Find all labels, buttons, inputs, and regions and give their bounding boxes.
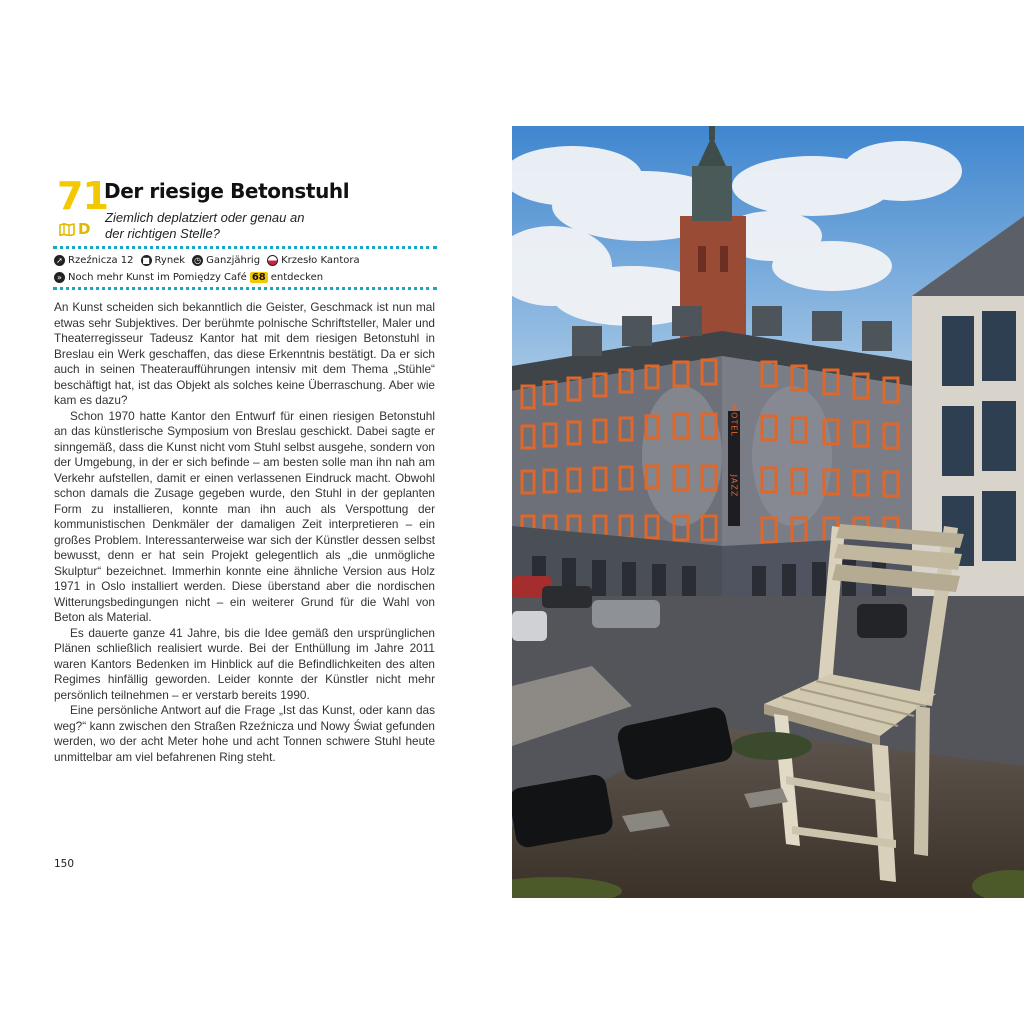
paragraph-1: An Kunst scheiden sich bekanntlich die Geister, Geschmack ist nun mal etwas sehr Subjektives. Der berühmte polnische Schriftsteller, Maler und Theaterregisseur Tadeusz Kantor hat mit dem riesigen Betonstuhl in Breslau ein Werk geschaffen, das diese Erkenntnis bestätigt. Da er sich auch in seinen Theateraufführungen intensiv mit dem Thema „Stühle“ beschäftigt hat, ist das Objekt als solches keine Überraschung. Aber wie kam es dazu? bbox=[54, 300, 435, 407]
map-reference bbox=[59, 220, 90, 238]
jazz-sign-text: JAZZ bbox=[729, 474, 739, 498]
page-title: Der riesige Betonstuhl bbox=[104, 179, 350, 203]
paragraph-4: Eine persönliche Antwort auf die Frage „Ist das Kunst, oder kann das weg?“ kann zwischen den Straßen Rzeźnicza und Nowy Świat gefunden werden, wo der acht Meter hohe und acht Tonnen schwere Stuhl heute unmittelbar am viel befahrenen Ring steht. bbox=[54, 703, 435, 764]
cross-reference-badge: 68 bbox=[251, 272, 266, 283]
paragraph-3: Es dauerte ganze 41 Jahre, bis die Idee gemäß den ursprünglichen Plänen schließlich realisiert wurde. Bei der Enthüllung im Jahre 2011 waren Kantors Bedenken im Hinblick auf die Befindlichkeiten des alten Regimes hinfällig geworden. Leider konnte der Künstler nicht mehr persönlich teilnehmen – er verstarb bereits 1990. bbox=[54, 625, 435, 702]
more-text-suffix: entdecken bbox=[270, 272, 324, 283]
right-page bbox=[512, 0, 1024, 1024]
address: Rzeźnicza 12 bbox=[68, 255, 134, 266]
polish-name: Krzesło Kantora bbox=[281, 255, 360, 266]
info-line-location bbox=[54, 255, 360, 266]
opening-hours: Ganzjährig bbox=[206, 255, 261, 266]
photo-concrete-chair bbox=[512, 126, 1024, 898]
dotted-divider-top bbox=[53, 246, 437, 249]
tram-stop: Rynek bbox=[154, 255, 186, 266]
double-arrow-icon: » bbox=[54, 272, 65, 283]
polish-flag-icon bbox=[267, 255, 278, 266]
more-text-prefix: Noch mehr Kunst im Pomiędzy Café bbox=[68, 272, 247, 283]
map-icon bbox=[59, 223, 75, 236]
subtitle: Ziemlich deplatziert oder genau an der richtigen Stelle? bbox=[105, 210, 305, 241]
page-number: 150 bbox=[54, 858, 75, 870]
paragraph-2: Schon 1970 hatte Kantor den Entwurf für einen riesigen Betonstuhl an das künstlerische Symposium von Breslau geschickt. Dabei sagte er sinngemäß, dass die Kunst nicht vom Stuhl selbst ausgehe, sondern von der Umgebung, in der er sich befinde – am besten solle man ihn nah am Verkehr aufstellen, damit er einen verlassenen Eindruck macht. Obwohl schon damals die Zusage gegeben wurde, den Stuhl in der geplanten Form zu installieren, konnte man ihn auch als Verspottung der kommunistischen Denkmäler der damaligen Zeit interpretieren – ein großes Problem. Interessanterweise war sich der Künstler dessen selbst bewusst, denn er hat sein Projekt gelegentlich als „die unmögliche Skulptur“ bezeichnet. Immerhin konnte eine ähnliche Version aus Holz 1971 in Oslo installiert werden. Diese überstand aber die nordischen Witterungsbedingungen nicht – ein weiterer Grund für die Wahl von Beton als Material. bbox=[54, 408, 435, 624]
location-arrow-icon: ➚ bbox=[54, 255, 65, 266]
entry-number: 71 bbox=[57, 174, 108, 218]
info-line-more bbox=[54, 272, 323, 283]
hotel-sign-text: HOTEL bbox=[729, 405, 739, 437]
clock-icon: ◷ bbox=[192, 255, 203, 266]
dotted-divider-bottom bbox=[53, 287, 437, 290]
photo-illustration bbox=[512, 126, 1024, 898]
map-grid-letter: D bbox=[78, 220, 91, 238]
body-text bbox=[54, 300, 435, 765]
tram-icon: ■ bbox=[142, 255, 150, 265]
hedge bbox=[732, 732, 812, 760]
